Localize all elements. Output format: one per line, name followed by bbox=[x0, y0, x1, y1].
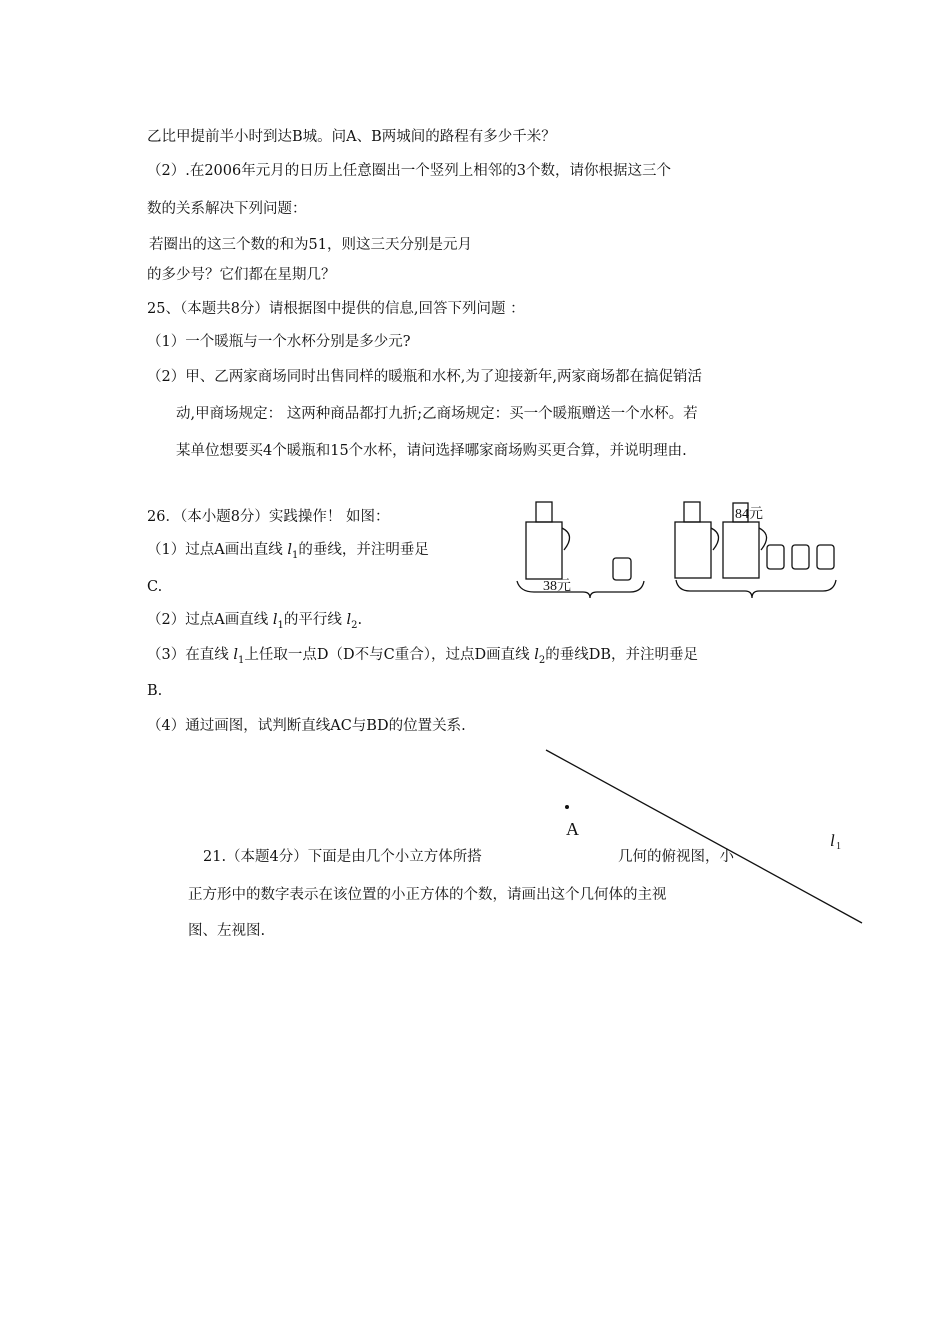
text-run: （3）在直线 bbox=[147, 647, 234, 663]
subscript: 2 bbox=[538, 654, 546, 666]
line-symbol: l bbox=[233, 647, 238, 663]
thermos-cap bbox=[684, 502, 700, 522]
thermos-handle bbox=[711, 528, 719, 550]
subscript: 1 bbox=[237, 654, 245, 666]
right-price-label: 84元 bbox=[735, 507, 763, 522]
thermos-body bbox=[723, 522, 759, 578]
line-l1-label: l bbox=[830, 831, 835, 850]
question-21-line-1a: 21.（本题4分）下面是由几个小立方体所搭 bbox=[203, 849, 482, 865]
thermos-handle bbox=[562, 528, 570, 550]
text-line-3: 数的关系解决下列问题： bbox=[147, 201, 307, 217]
question-21-line-3: 图、左视图. bbox=[188, 923, 266, 939]
text-run: 上任取一点D（D不与C重合），过点D画直线 bbox=[244, 647, 535, 663]
right-brace bbox=[676, 580, 836, 598]
point-A-label: A bbox=[566, 819, 579, 839]
subscript: 1 bbox=[277, 619, 284, 631]
thermos-body bbox=[675, 522, 711, 578]
question-21-line-1b: 几何的俯视图，小 bbox=[618, 849, 734, 865]
question-25-part-2-cont: 动,甲商场规定： 这两种商品都打九折;乙商场规定：买一个暖瓶赠送一个水杯。若 bbox=[176, 406, 698, 422]
text-line-4: 若圈出的这三个数的和为51，则这三天分别是元月 bbox=[149, 237, 472, 253]
text-run: （1）过点A画出直线 bbox=[147, 542, 288, 558]
line-l1-subscript: 1 bbox=[836, 841, 841, 852]
left-price-label: 38元 bbox=[543, 579, 571, 594]
question-25-part-1: （1）一个暖瓶与一个水杯分别是多少元? bbox=[147, 334, 411, 350]
line-symbol: l bbox=[272, 612, 278, 628]
point-A bbox=[565, 805, 569, 809]
question-21-line-2: 正方形中的数字表示在该位置的小正方体的个数，请画出这个几何体的主视 bbox=[188, 887, 667, 903]
text-line-5: 的多少号？它们都在星期几？ bbox=[147, 267, 336, 283]
question-26-part-3-cont: B. bbox=[147, 683, 163, 699]
cup bbox=[792, 545, 809, 569]
question-25-heading: 25、（本题共8分）请根据图中提供的信息,回答下列问题 ： bbox=[147, 301, 525, 317]
cup bbox=[613, 558, 631, 580]
question-26-heading: 26．（本小题8分）实践操作！ 如图： bbox=[147, 509, 390, 525]
text-line-2: （2）.在2006年元月的日历上任意圈出一个竖列上相邻的3个数，请你根据这三个 bbox=[147, 163, 671, 179]
question-25-part-2: （2）甲、乙两家商场同时出售同样的暖瓶和水杯,为了迎接新年,两家商场都在搞促销活 bbox=[147, 369, 702, 385]
subscript: 2 bbox=[351, 619, 358, 631]
cup bbox=[767, 545, 784, 569]
question-26-part-4: （4）通过画图，试判断直线AC与BD的位置关系. bbox=[147, 718, 466, 734]
line-l1 bbox=[546, 750, 862, 923]
line-symbol: l bbox=[346, 612, 352, 628]
text-line-1: 乙比甲提前半小时到达B城。问A、B两城间的路程有多少千米？ bbox=[147, 129, 556, 145]
left-brace bbox=[517, 581, 644, 598]
thermos-cap bbox=[536, 502, 552, 522]
text-run: 的垂线，并注明垂足 bbox=[298, 542, 429, 558]
question-25-part-2-cont2: 某单位想要买4个暖瓶和15个水杯，请问选择哪家商场购买更合算，并说明理由. bbox=[176, 443, 687, 459]
line-symbol: l bbox=[287, 542, 292, 558]
question-26-part-1-cont: C. bbox=[147, 579, 163, 595]
thermos-body bbox=[526, 522, 562, 579]
text-run: 的平行线 bbox=[283, 612, 347, 628]
subscript: 1 bbox=[291, 549, 299, 561]
cup bbox=[817, 545, 834, 569]
text-run: （2）过点A画直线 bbox=[147, 612, 273, 628]
line-symbol: l bbox=[534, 647, 539, 663]
thermos-handle bbox=[759, 528, 767, 550]
text-run: . bbox=[357, 612, 363, 628]
text-run: 的垂线DB，并注明垂足 bbox=[545, 647, 698, 663]
